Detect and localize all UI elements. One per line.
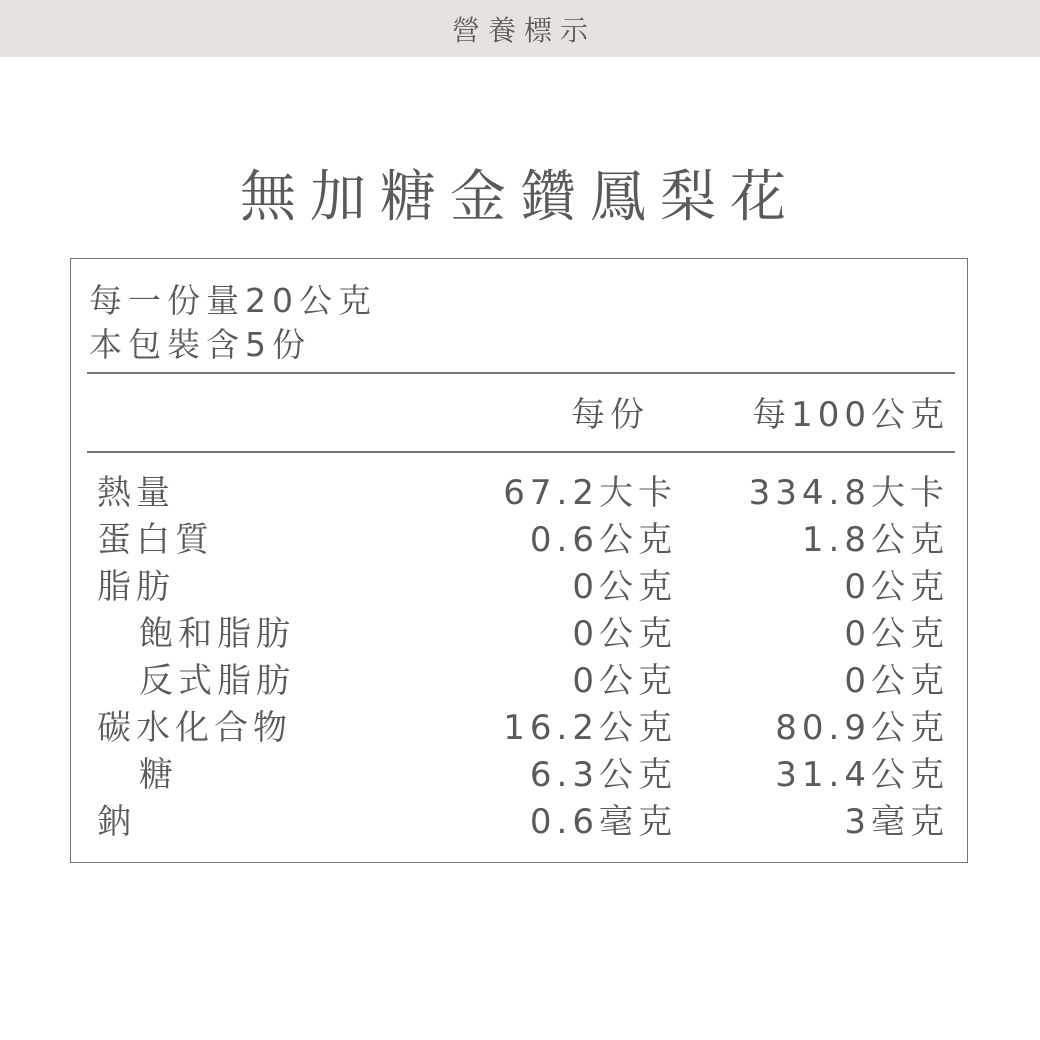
table-row [71, 705, 967, 752]
table-row [71, 564, 967, 611]
nutrition-table [70, 258, 968, 863]
nutrient-label: 反式脂肪 [139, 661, 295, 701]
header-bar [0, 0, 1040, 57]
nutrient-label: 脂肪 [97, 567, 175, 607]
per-100g-value: 3毫克 [844, 802, 949, 842]
per-serving-value: 0.6公克 [529, 520, 677, 560]
per-100g-value: 1.8公克 [801, 520, 949, 560]
product-title: 無加糖金鑽鳳梨花 [240, 165, 800, 230]
nutrient-label: 蛋白質 [97, 520, 214, 560]
table-row [71, 799, 967, 846]
table-row [71, 611, 967, 658]
per-100g-value: 31.4公克 [775, 755, 949, 795]
divider [87, 372, 955, 374]
nutrient-label: 碳水化合物 [97, 708, 292, 748]
serving-info [89, 279, 377, 367]
per-serving-value: 67.2大卡 [503, 473, 677, 513]
divider [87, 451, 955, 453]
table-row [71, 517, 967, 564]
nutrient-rows [71, 470, 967, 846]
column-header-per-100g: 每100公克 [752, 395, 949, 435]
nutrient-label: 糖 [139, 755, 178, 795]
column-header-per-serving: 每份 [571, 395, 649, 435]
nutrient-label: 飽和脂肪 [139, 614, 295, 654]
header-title: 營養標示 [451, 13, 596, 47]
per-serving-value: 0.6毫克 [529, 802, 677, 842]
per-serving-value: 0公克 [572, 661, 677, 701]
table-row [71, 470, 967, 517]
per-100g-value: 334.8大卡 [748, 473, 949, 513]
nutrient-label: 鈉 [97, 802, 136, 842]
serving-size: 每一份量20公克 [89, 281, 377, 320]
table-row [71, 752, 967, 799]
table-row [71, 658, 967, 705]
nutrient-label: 熱量 [97, 473, 175, 513]
servings-per-package: 本包裝含5份 [89, 325, 311, 364]
per-serving-value: 0公克 [572, 567, 677, 607]
per-100g-value: 0公克 [844, 567, 949, 607]
per-serving-value: 0公克 [572, 614, 677, 654]
per-100g-value: 0公克 [844, 614, 949, 654]
per-100g-value: 80.9公克 [775, 708, 949, 748]
per-serving-value: 16.2公克 [503, 708, 677, 748]
per-serving-value: 6.3公克 [529, 755, 677, 795]
per-100g-value: 0公克 [844, 661, 949, 701]
